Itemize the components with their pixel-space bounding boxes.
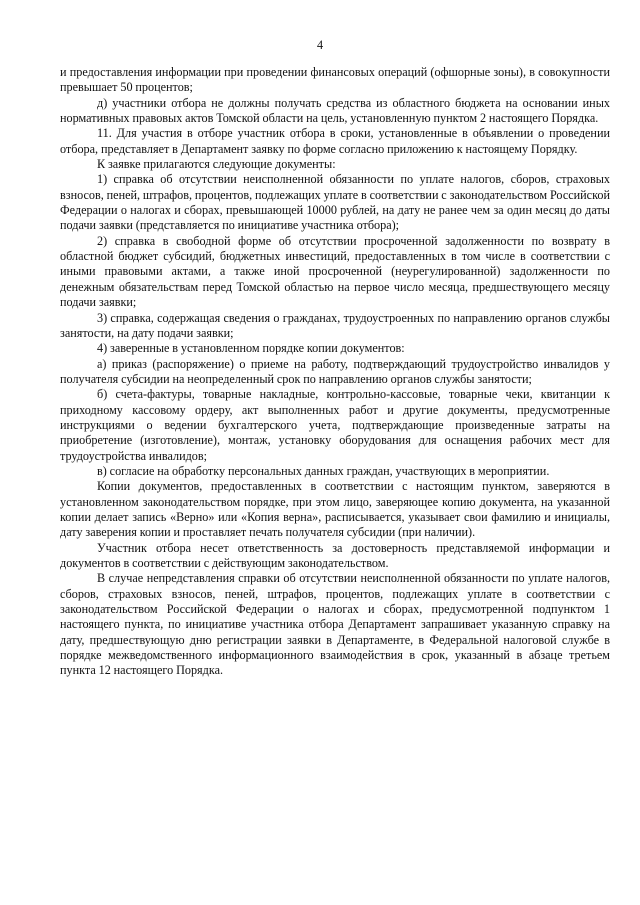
paragraph-document-3: 3) справка, содержащая сведения о гражданах, трудоустроенных по направлению органов службы занятости, на дату подачи заявки; bbox=[60, 310, 610, 340]
paragraph-document-4: 4) заверенные в установленном порядке копии документов: bbox=[97, 341, 405, 356]
paragraph-documents-intro: К заявке прилагаются следующие документы: bbox=[97, 157, 336, 172]
paragraph-document-4v: в) согласие на обработку персональных данных граждан, участвующих в мероприятии. bbox=[97, 463, 550, 478]
paragraph-responsibility: Участник отбора несет ответственность за достоверность представляемой информации и документов в соответствии с действующим законодательством. bbox=[60, 540, 610, 570]
paragraph-continuation: и предоставления информации при проведении финансовых операций (офшорные зоны), в совокупности превышает 50 процентов; bbox=[60, 65, 610, 95]
paragraph-interagency-request: В случае непредставления справки об отсутствии неисполненной обязанности по уплате налогов, сборов, страховых взносов, пеней, штрафов, процентов, подлежащих уплате в соответствии с законодательством Российской Федерации о налогах и сборах, предусмотренной подпунктом 1 настоящего пункта, по инициативе участника отбора Департамент запрашивает указанную справку на дату, предшествующую дню регистрации заявки в Департаменте, в Федеральной налоговой службе в порядке межведомственного информационного взаимодействия в срок, указанный в абзаце третьем пункта 12 настоящего Порядка. bbox=[60, 571, 610, 678]
document-body bbox=[60, 65, 610, 679]
paragraph-document-1: 1) справка об отсутствии неисполненной обязанности по уплате налогов, сборов, страховых взносов, пеней, штрафов, процентов, подлежащих уплате в соответствии с законодательством Российской Федерации о налогах и сборах, превышающей 10000 рублей, на дату не ранее чем за один месяц до даты подачи заявки (представляется по инициативе участника отбора); bbox=[60, 172, 611, 233]
paragraph-document-2: 2) справка в свободной форме об отсутствии просроченной задолженности по возврату в областной бюджет субсидий, бюджетных инвестиций, предоставленных в том числе в соответствии с иными правовыми актами, а также иной просроченной (неурегулированной) задолженности по денежным обязательствам перед Томской областью на первое число месяца, предшествующего месяцу подачи заявки; bbox=[60, 233, 610, 310]
paragraph-document-4a: а) приказ (распоряжение) о приеме на работу, подтверждающий трудоустройство инвалидов у получателя субсидии на неопределенный срок по направлению органов службы занятости; bbox=[60, 356, 610, 386]
paragraph-document-4b: б) счета-фактуры, товарные накладные, контрольно-кассовые, товарные чеки, квитанции к приходному кассовому ордеру, акт выполненных работ и другие документы, предусмотренные инструкциями о ведении бухгалтерского учета, подтверждающие произведенные затраты на приобретение (изготовление), монтаж, установку оборудования для оснащения рабочих мест для трудоустройства инвалидов; bbox=[60, 387, 610, 463]
page-number: 4 bbox=[316, 38, 324, 52]
paragraph-copies-certification: Копии документов, предоставленных в соответствии с настоящим пунктом, заверяются в установленном законодательством порядке, при этом лицо, заверяющее копию документа, на указанной копии делает запись «Верно» или «Копия верна», расписывается, указывает свои фамилию и инициалы, дату заверения копии и проставляет печать получателя субсидии (при наличии). bbox=[60, 479, 610, 540]
paragraph-subitem-d: д) участники отбора не должны получать средства из областного бюджета на основании иных нормативных правовых актов Томской области на цель, установленную пунктом 2 настоящего Порядка. bbox=[60, 95, 610, 126]
paragraph-item-11: 11. Для участия в отборе участник отбора в сроки, установленные в объявлении о проведении отбора, представляет в Департамент заявку по форме согласно приложению к настоящему Порядку. bbox=[60, 126, 610, 156]
